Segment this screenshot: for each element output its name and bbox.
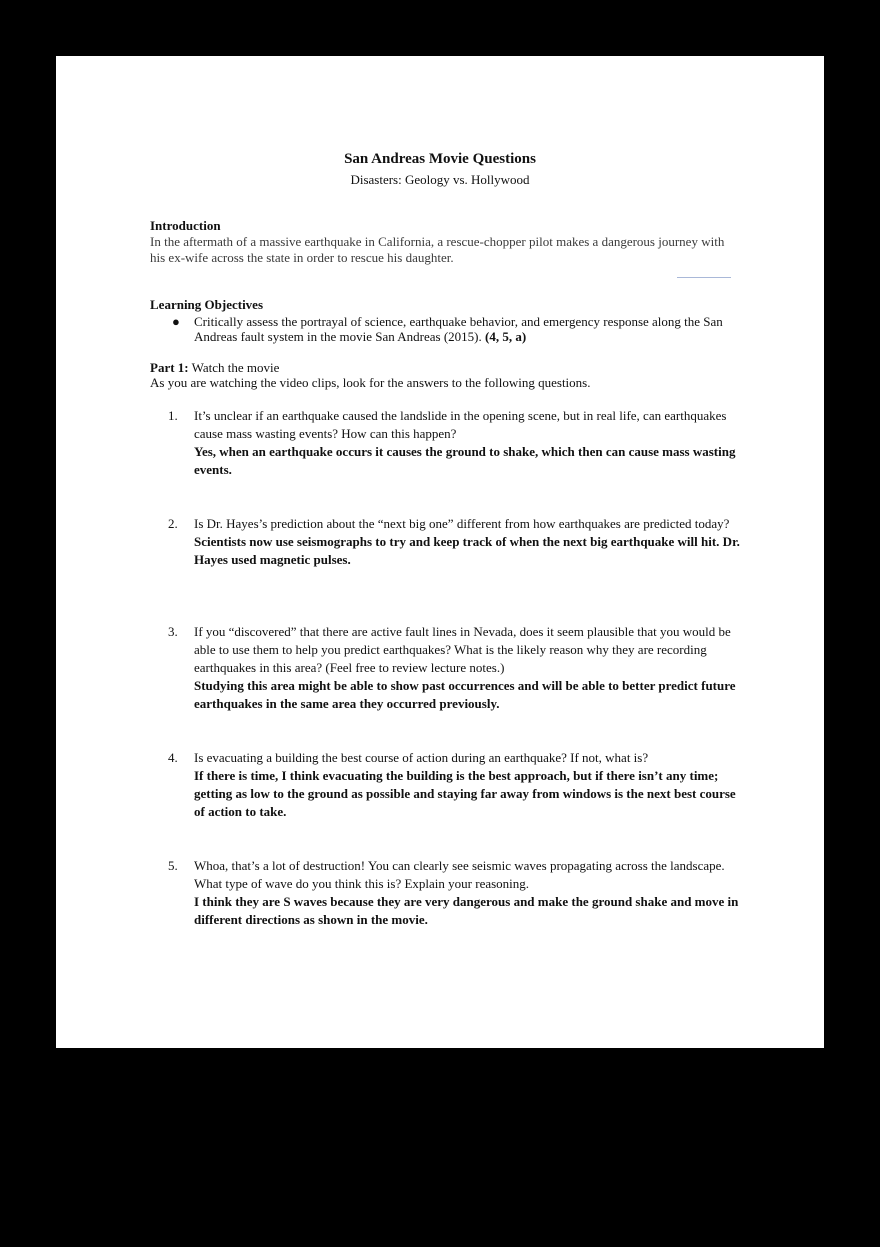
answer-text: I think they are S waves because they are very dangerous and make the ground shake and move in different directions as shown in the movie. — [194, 894, 739, 927]
part1-label: Part 1: — [150, 360, 189, 375]
question-item-2 — [168, 515, 748, 569]
document-subtitle: Disasters: Geology vs. Hollywood — [350, 172, 530, 187]
objective-body: Critically assess the portrayal of science, earthquake behavior, and emergency response along the San Andreas fault system in the movie San Andreas (2015). — [194, 314, 723, 344]
part1-header — [150, 360, 750, 376]
question-number: 4. — [168, 750, 178, 765]
document-title: San Andreas Movie Questions — [344, 151, 536, 167]
question-item-3 — [168, 623, 748, 713]
question-text: Is Dr. Hayes’s prediction about the “next big one” different from how earthquakes are predicted today? — [194, 516, 730, 531]
introduction-heading: Introduction — [150, 218, 221, 233]
question-item-1 — [168, 407, 748, 479]
answer-text: If there is time, I think evacuating the building is the best approach, but if there isn’t any time; getting as low to the ground as possible and staying far away from windows is the next best course of action to take. — [194, 768, 736, 819]
question-item-5 — [168, 857, 748, 929]
answer-text: Studying this area might be able to show past occurrences and will be able to better predict future earthquakes in the same area they occurred previously. — [194, 678, 736, 711]
question-text: Is evacuating a building the best course of action during an earthquake? If not, what is? — [194, 750, 649, 765]
document-page — [56, 56, 824, 1048]
answer-text: Yes, when an earthquake occurs it causes the ground to shake, which then can cause mass wasting events. — [194, 444, 736, 477]
question-item-4 — [168, 749, 748, 821]
question-number: 3. — [168, 624, 178, 639]
question-number: 1. — [168, 408, 178, 423]
question-text: Whoa, that’s a lot of destruction! You can clearly see seismic waves propagating across the landscape. What type of wave do you think this is? Explain your reasoning. — [194, 858, 725, 891]
objective-text — [194, 314, 752, 344]
bullet-icon: ● — [172, 314, 180, 329]
learning-objectives-heading: Learning Objectives — [150, 297, 264, 312]
question-number: 5. — [168, 858, 178, 873]
answer-text: Scientists now use seismographs to try and keep track of when the next big earthquake will hit. Dr. Hayes used magnetic pulses. — [194, 534, 740, 567]
part1-instructions: As you are watching the video clips, look for the answers to the following questions. — [150, 375, 591, 390]
introduction-text: In the aftermath of a massive earthquake in California, a rescue-chopper pilot makes a dangerous journey with his ex-wife across the state in order to rescue his daughter. — [150, 234, 725, 265]
question-text: If you “discovered” that there are active fault lines in Nevada, does it seem plausible that you would be able to use them to help you predict earthquakes? What is the likely reason why they are recording earthquakes in this area? (Feel free to review lecture notes.) — [194, 624, 731, 675]
question-number: 2. — [168, 516, 178, 531]
accent-rule — [677, 277, 731, 278]
objective-tag: (4, 5, a) — [485, 329, 527, 344]
part1-title: Watch the movie — [191, 360, 280, 375]
question-text: It’s unclear if an earthquake caused the landslide in the opening scene, but in real life, can earthquakes cause mass wasting events? How can this happen? — [194, 408, 727, 441]
objective-item — [172, 314, 752, 344]
